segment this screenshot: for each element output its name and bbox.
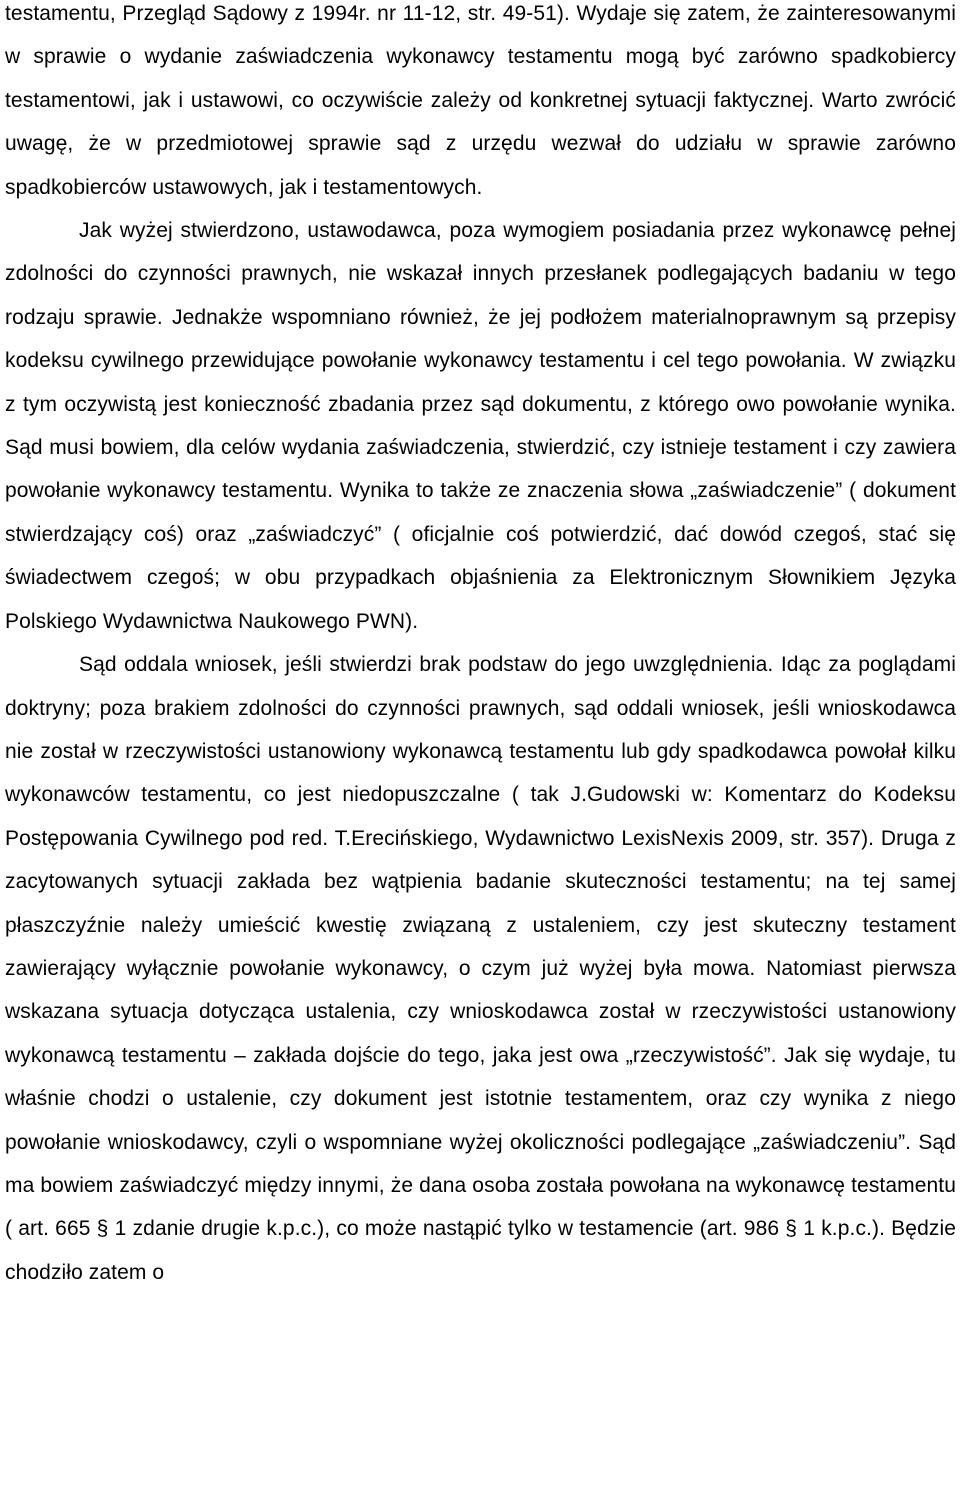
paragraph-3: Sąd oddala wniosek, jeśli stwierdzi brak podstaw do jego uwzględnienia. Idąc za poglądami doktryny; poza brakiem zdolności do czynności prawnych, sąd oddali wniosek, jeśli wnioskodawca nie został w rzeczywistości ustanowiony wykonawcą testamentu lub gdy spadkodawca powołał kilku wykonawców testamentu, co jest niedopuszczalne ( tak J.Gudowski w: Komentarz do Kodeksu Postępowania Cywilnego pod red. T.Erecińskiego, Wydawnictwo LexisNexis 2009, str. 357). Druga z zacytowanych sytuacji zakłada bez wątpienia badanie skuteczności testamentu; na tej samej płaszczyźnie należy umieścić kwestię związaną z ustaleniem, czy jest skuteczny testament zawierający wyłącznie powołanie wykonawcy, o czym już wyżej była mowa. Natomiast pierwsza wskazana sytuacja dotycząca ustalenia, czy wnioskodawca został w rzeczywistości ustanowiony wykonawcą testamentu – zakłada dojście do tego, jaka jest owa „rzeczywistość”. Jak się wydaje, tu właśnie chodzi o ustalenie, czy dokument jest istotnie testamentem, oraz czy wynika z niego powołanie wnioskodawcy, czyli o wspomniane wyżej okoliczności podlegające „zaświadczeniu”. Sąd ma bowiem zaświadczyć między innymi, że dana osoba została powołana na wykonawcę testamentu ( art. 665 § 1 zdanie drugie k.p.c.), co może nastąpić tylko w testamencie (art. 986 § 1 k.p.c.). Będzie chodziło zatem o bbox=[5, 653, 956, 1284]
paragraph-2: Jak wyżej stwierdzono, ustawodawca, poza wymogiem posiadania przez wykonawcę pełnej zdolności do czynności prawnych, nie wskazał innych przesłanek podlegających badaniu w tego rodzaju sprawie. Jednakże wspomniano również, że jej podłożem materialnoprawnym są przepisy kodeksu cywilnego przewidujące powołanie wykonawcy testamentu i cel tego powołania. W związku z tym oczywistą jest konieczność zbadania przez sąd dokumentu, z którego owo powołanie wynika. Sąd musi bowiem, dla celów wydania zaświadczenia, stwierdzić, czy istnieje testament i czy zawiera powołanie wykonawcy testamentu. Wynika to także ze znaczenia słowa „zaświadczenie” ( dokument stwierdzający coś) oraz „zaświadczyć” ( oficjalnie coś potwierdzić, dać dowód czegoś, stać się świadectwem czegoś; w obu przypadkach objaśnienia za Elektronicznym Słownikiem Języka Polskiego Wydawnictwa Naukowego PWN). bbox=[5, 219, 956, 633]
document-page bbox=[5, 0, 956, 1294]
paragraph-1: testamentu, Przegląd Sądowy z 1994r. nr 11-12, str. 49-51). Wydaje się zatem, że zainteresowanymi w sprawie o wydanie zaświadczenia wykonawcy testamentu mogą być zarówno spadkobiercy testamentowi, jak i ustawowi, co oczywiście zależy od konkretnej sytuacji faktycznej. Warto zwrócić uwagę, że w przedmiotowej sprawie sąd z urzędu wezwał do udziału w sprawie zarówno spadkobierców ustawowych, jak i testamentowych. bbox=[5, 2, 956, 199]
